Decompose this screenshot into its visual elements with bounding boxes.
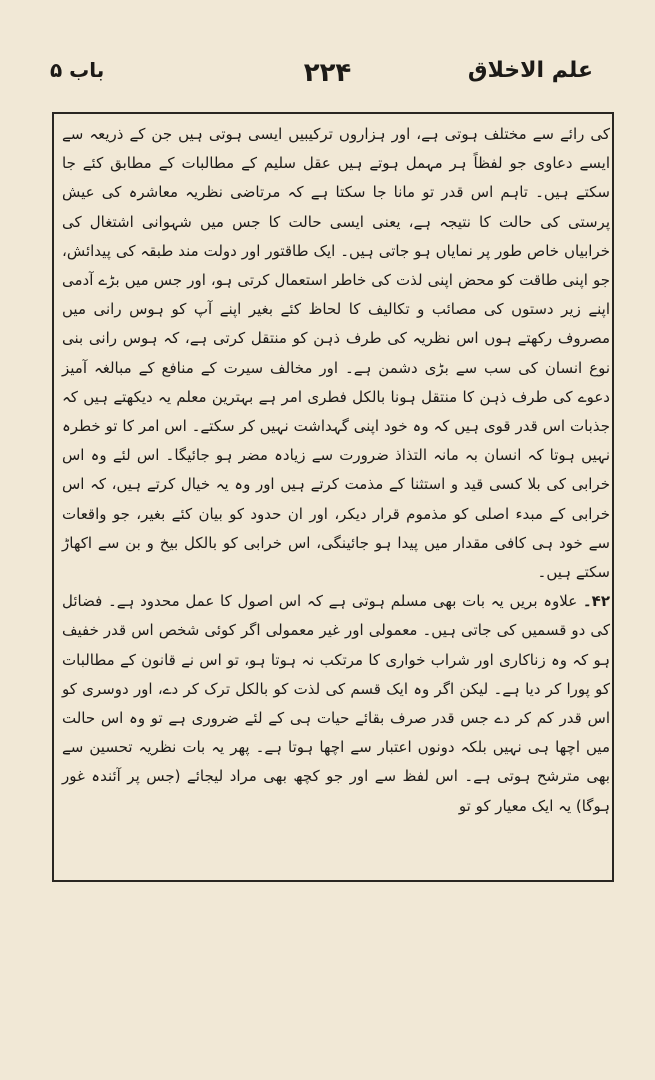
paragraph-1: کی رائے سے مختلف ہوتی ہے، اور ہزاروں ترکیبیں ایسی ہوتی ہیں جن کے ذریعہ سے ایسے دعاوی جو لفظاً ہر مہمل ہوتے ہیں عقل سلیم کے مطالبات کے مطابق کئے جا سکتے ہیں۔ تاہم اس قدر تو مانا جا سکتا ہے کہ مرتاضی نظریہ معاشرہ کی عیش پرستی کی حالت کا نتیجہ ہے، یعنی ایسی حالت کا جس میں شہوانی اشتغال کی خرابیاں خاص طور پر نمایاں ہو جاتی ہیں۔ ایک طاقتور اور دولت مند طبقہ کی پیدائش، جو اپنی طاقت کو محض اپنی لذت کی خاطر استعمال کرتی ہو، اور جس میں بڑے آدمی اپنے زیر دستوں کی مصائب و تکالیف کا لحاظ کئے بغیر اپنے آپ کو ہوس رانی میں مصروف رکھتے ہوں اس نظریہ کی طرف ذہن کو منتقل کرتی ہے، کہ ہوس رانی بنی نوع انسان کی سب سے بڑی دشمن ہے۔ اور مخالف سیرت کے منافع کے مبالغہ آمیز دعوے کی طرف ذہن کا منتقل ہونا بالکل فطری امر ہے بہترین معلم یہ دیکھتے ہیں کہ جذبات اس قدر قوی ہیں کہ وہ خود اپنی گہداشت نہیں کر سکتے۔ اس امر کا تو خطرہ نہیں ہوتا کہ انسان بہ مانہ التذاذ ضرورت سے زیادہ مضر ہو جائیگا۔ اس لئے وہ اس خرابی کی بلا کسی قید و استثنا کے مذمت کرتے ہیں اور وہ یہ خیال کرتے ہیں، کہ اس خرابی کے مبدء اصلی کو مذموم قرار دیکر، اور ان حدود کو بیان کئے بغیر، جو واقعات سے خود ہی کافی مقدار میں پیدا ہو جائینگی، اس خرابی کو بالکل بیخ و بن سے اکھاڑ سکتے ہیں۔ bbox=[62, 125, 610, 582]
page-number: ۲۲۴ bbox=[303, 58, 352, 88]
book-title: علم الاخلاق bbox=[467, 58, 593, 83]
paragraph-2-text: علاوہ بریں یہ بات بھی مسلم ہوتی ہے کہ اس اصول کا عمل محدود ہے۔ فضائل کی دو قسمیں کی جاتی ہیں۔ معمولی اور غیر معمولی اگر کوئی شخص اس قدر خفیف ہو کہ وہ زناکاری اور شراب خواری کا مرتکب نہ ہوتا ہو، تو اس نے قانون کے مطالبات کو پورا کر دیا ہے۔ لیکن اگر وہ ایک قسم کی لذت کو بالکل ترک کر دے، اور دوسری کو اس قدر کم کر دے جس قدر صرف بقائے حیات ہی کے لئے ضروری ہے تو وہ اس حالت میں اچھا ہی نہیں بلکہ دونوں اعتبار سے اچھا ہوتا ہے۔ پھر یہ بات نظریہ تحسین سے بھی مترشح ہوتی ہے۔ اس لفظ سے اور جو کچھ بھی مراد لیجائے (جس پر آئندہ غور ہوگا) یہ ایک معیار کو تو bbox=[62, 592, 610, 815]
chapter-label: باب ۵ bbox=[50, 58, 105, 82]
page-body bbox=[62, 120, 610, 821]
page-header bbox=[40, 58, 615, 98]
paragraph-number: ۴۲۔ bbox=[582, 592, 610, 611]
paragraph-2 bbox=[62, 587, 610, 821]
